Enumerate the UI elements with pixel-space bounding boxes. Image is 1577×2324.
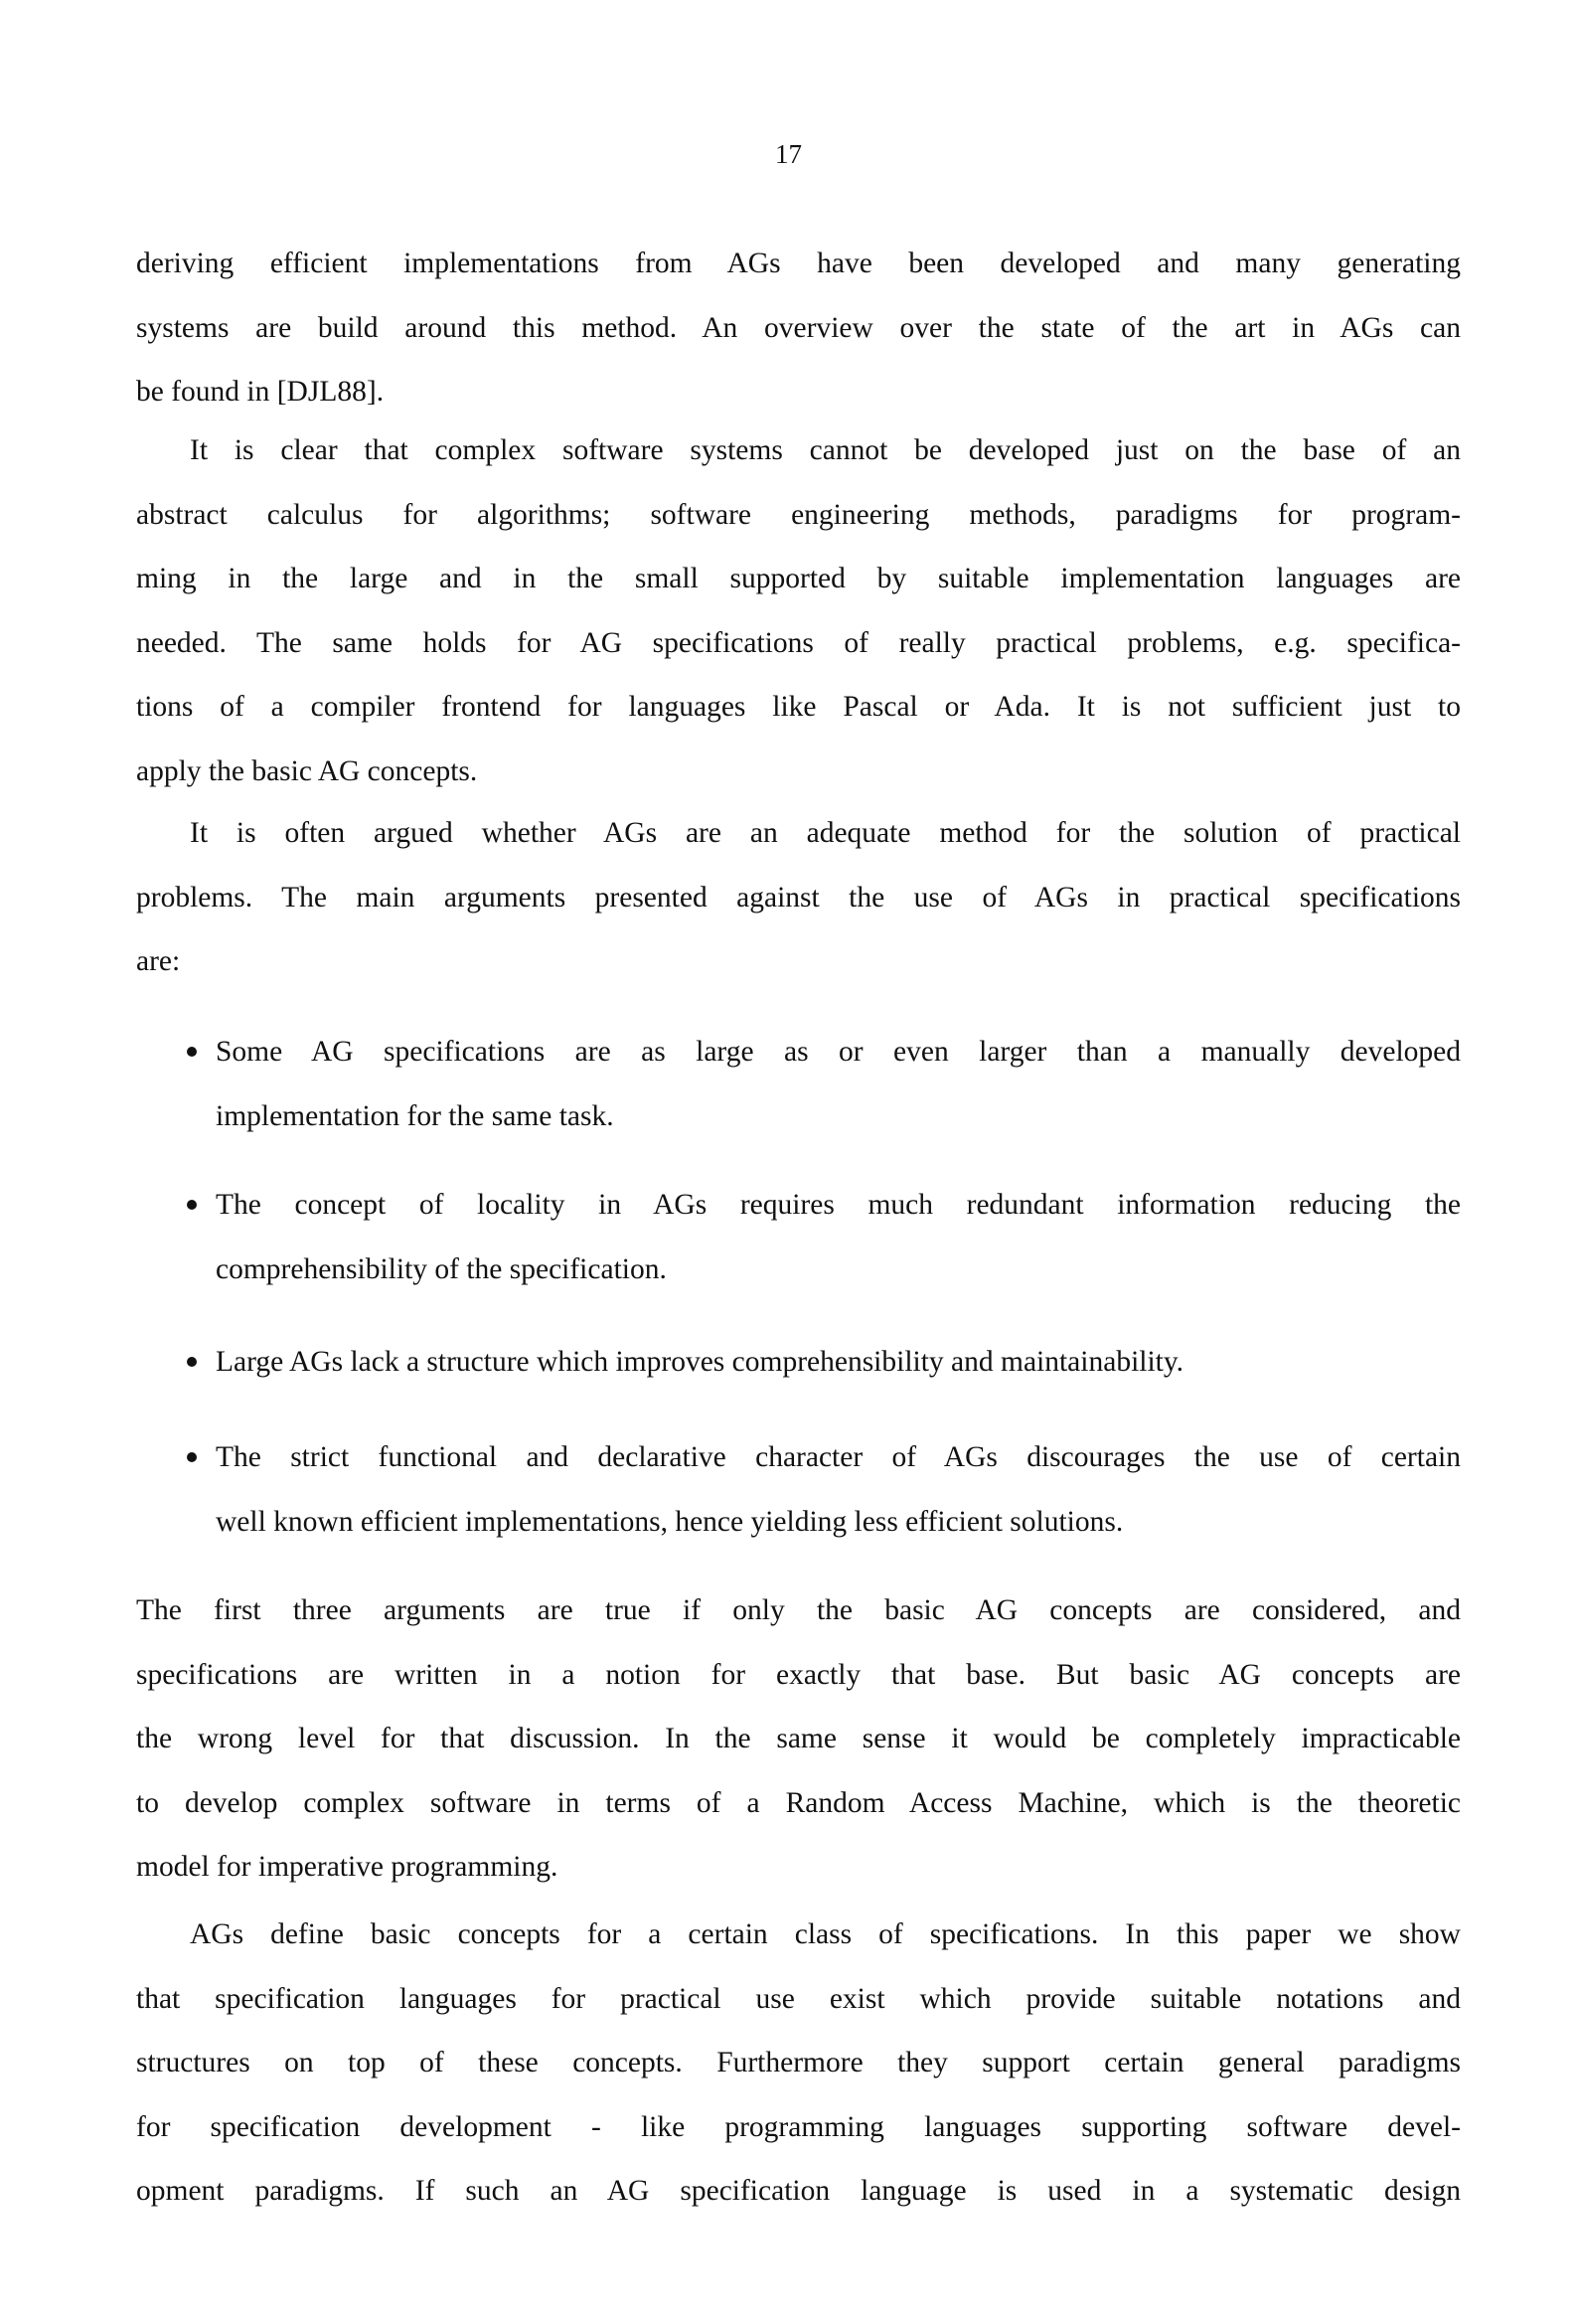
text-line: The concept of locality in AGs requires much redundant information reducing the (216, 1189, 1461, 1221)
bullet-item (216, 1173, 1461, 1301)
text-line: abstract calculus for algorithms; software engineering methods, paradigms for program- (136, 498, 1461, 531)
text-line: implementation for the same task. (216, 1099, 614, 1132)
text-line: AGs define basic concepts for a certain class of specifications. In this paper we show (190, 1918, 1461, 1950)
text-line: Large AGs lack a structure which improves comprehensibility and maintainability. (216, 1346, 1184, 1378)
text-line: Some AG specifications are as large as or even larger than a manually developed (216, 1036, 1461, 1068)
text-line: structures on top of these concepts. Furthermore they support certain general paradigms (136, 2047, 1461, 2078)
text-line: opment paradigms. If such an AG specification language is used in a systematic design (136, 2175, 1461, 2207)
bullet-icon (187, 1047, 197, 1057)
text-line: apply the basic AG concepts. (136, 754, 478, 787)
bullet-item (216, 1020, 1461, 1148)
bullet-item (216, 1425, 1461, 1554)
bullet-icon (187, 1357, 197, 1367)
text-line: specifications are written in a notion for exactly that base. But basic AG concepts are (136, 1658, 1461, 1691)
text-line: It is clear that complex software systems cannot be developed just on the base of an (190, 434, 1461, 466)
paragraph (136, 1578, 1461, 1900)
paragraph (136, 801, 1461, 994)
paragraph (136, 1903, 1461, 2224)
paragraph (136, 232, 1461, 424)
text-line: model for imperative programming. (136, 1851, 558, 1883)
text-line: It is often argued whether AGs are an adequate method for the solution of practical (190, 817, 1461, 849)
text-line: ming in the large and in the small supported by suitable implementation languages are (136, 563, 1461, 594)
text-line: are: (136, 945, 181, 977)
text-line: that specification languages for practical use exist which provide suitable notations and (136, 1982, 1461, 2015)
text-line: for specification development - like programming languages supporting software devel- (136, 2110, 1461, 2143)
text-line: tions of a compiler frontend for languages like Pascal or Ada. It is not sufficient just to (136, 691, 1461, 723)
bullet-icon (187, 1200, 197, 1210)
text-line: problems. The main arguments presented against the use of AGs in practical specifications (136, 881, 1461, 913)
text-line: needed. The same holds for AG specifications of really practical problems, e.g. specifica- (136, 626, 1461, 659)
text-line: deriving efficient implementations from AGs have been developed and many generating (136, 248, 1461, 279)
text-line: well known efficient implementations, hence yielding less efficient solutions. (216, 1505, 1124, 1538)
text-line: be found in [DJL88]. (136, 376, 385, 408)
text-line: systems are build around this method. An overview over the state of the art in AGs can (136, 311, 1461, 344)
bullet-item (216, 1330, 1461, 1395)
text-line: The first three arguments are true if only the basic AG concepts are considered, and (136, 1594, 1461, 1626)
text-line: the wrong level for that discussion. In the same sense it would be completely impracticable (136, 1723, 1461, 1754)
text-line: to develop complex software in terms of a Random Access Machine, which is the theoretic (136, 1786, 1461, 1819)
paragraph (136, 418, 1461, 803)
text-line: The strict functional and declarative character of AGs discourages the use of certain (216, 1441, 1461, 1473)
page-number: 17 (775, 139, 802, 169)
text-line: comprehensibility of the specification. (216, 1252, 667, 1285)
bullet-icon (187, 1452, 197, 1462)
